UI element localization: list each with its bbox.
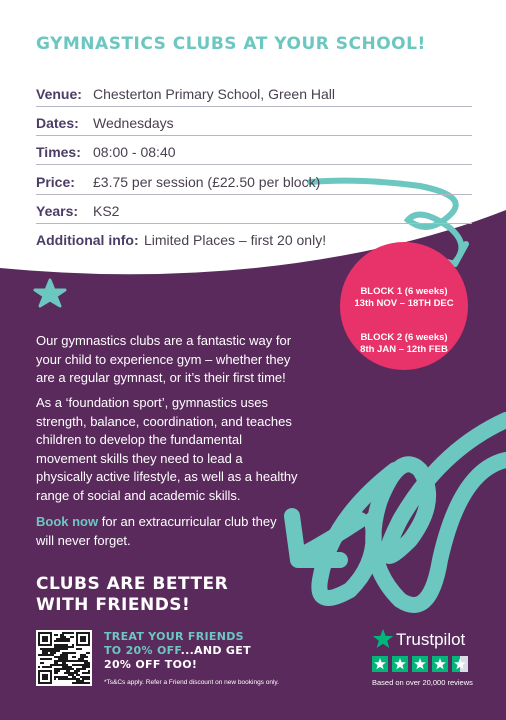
block1-dates: 13th NOV – 18TH DEC (354, 298, 454, 309)
block1-title: BLOCK 1 (6 weeks) (360, 286, 448, 297)
text-line: As a ‘foundation sport’, gymnastics uses (36, 395, 268, 410)
text-line: range of social and academic skills. (36, 487, 241, 503)
cta-text: for an extracurricular club they (98, 514, 277, 529)
block2-title: BLOCK 2 (6 weeks) (360, 332, 448, 343)
offer-line: TREAT YOUR FRIENDS (104, 630, 244, 643)
intro-paragraph (36, 332, 316, 388)
text-line (36, 513, 316, 532)
info-value: £3.75 per session (£22.50 per block) (93, 174, 321, 190)
cta-paragraph (36, 513, 316, 550)
info-row-years (36, 201, 472, 224)
text-line: children to develop the fundamental (36, 432, 242, 447)
info-value: Wednesdays (93, 115, 174, 131)
text-line: physically active lifestyle, as well as a healthy (36, 469, 298, 484)
trustpilot-name: Trustpilot (396, 630, 466, 649)
info-label: Venue: (36, 86, 82, 102)
referral-offer (104, 630, 251, 672)
rating-star-icon (372, 656, 388, 672)
rating-star-half-icon (452, 656, 468, 672)
block2-dates: 8th JAN – 12th FEB (360, 344, 448, 355)
trustpilot-star-icon (372, 628, 394, 650)
text-line: are a regular gymnast, or it’s their first time! (36, 370, 286, 385)
info-label: Dates: (36, 115, 79, 131)
trustpilot-reviews: Based on over 20,000 reviews (372, 678, 473, 687)
text-line: strength, balance, coordination, and teaches (36, 413, 292, 429)
block-dates-badge (340, 242, 468, 370)
info-row-dates (36, 113, 472, 136)
offer-fineprint: *Ts&Cs apply. Refer a Friend discount on new bookings only. (104, 679, 279, 686)
big-loop-squiggle (373, 420, 506, 605)
qr-code-icon[interactable] (36, 630, 92, 686)
page-title: GYMNASTICS CLUBS AT YOUR SCHOOL! (36, 34, 426, 54)
text-line: movement skills they need to lead a (36, 450, 243, 466)
offer-line: TO 20% OFF (104, 644, 181, 657)
info-row-venue (36, 84, 472, 107)
info-row-price (36, 172, 472, 195)
info-label: Years: (36, 203, 79, 219)
text-line: will never forget. (36, 532, 131, 548)
info-row-times (36, 142, 472, 165)
info-value: Limited Places – first 20 only! (144, 232, 327, 248)
info-value: KS2 (93, 203, 120, 219)
info-value: 08:00 - 08:40 (93, 144, 176, 160)
text-line: your child to experience gym – whether they (36, 351, 291, 367)
info-label: Times: (36, 144, 81, 160)
text-line: Our gymnastics clubs are a fantastic way for (36, 333, 292, 348)
star-shape (35, 280, 65, 306)
info-label: Additional info: (36, 232, 139, 248)
rating-star-icon (432, 656, 448, 672)
friends-heading (36, 574, 228, 616)
rating-star-icon (412, 656, 428, 672)
offer-line: 20% OFF TOO! (104, 658, 198, 671)
info-label: Price: (36, 174, 75, 190)
offer-line: ...AND GET (180, 644, 251, 657)
rating-star-icon (392, 656, 408, 672)
heading-line: CLUBS ARE BETTER (36, 574, 229, 594)
book-now-link[interactable]: Book now (36, 514, 99, 529)
heading-line: WITH FRIENDS! (36, 595, 191, 615)
info-value: Chesterton Primary School, Green Hall (93, 86, 335, 102)
foundation-paragraph (36, 394, 316, 505)
